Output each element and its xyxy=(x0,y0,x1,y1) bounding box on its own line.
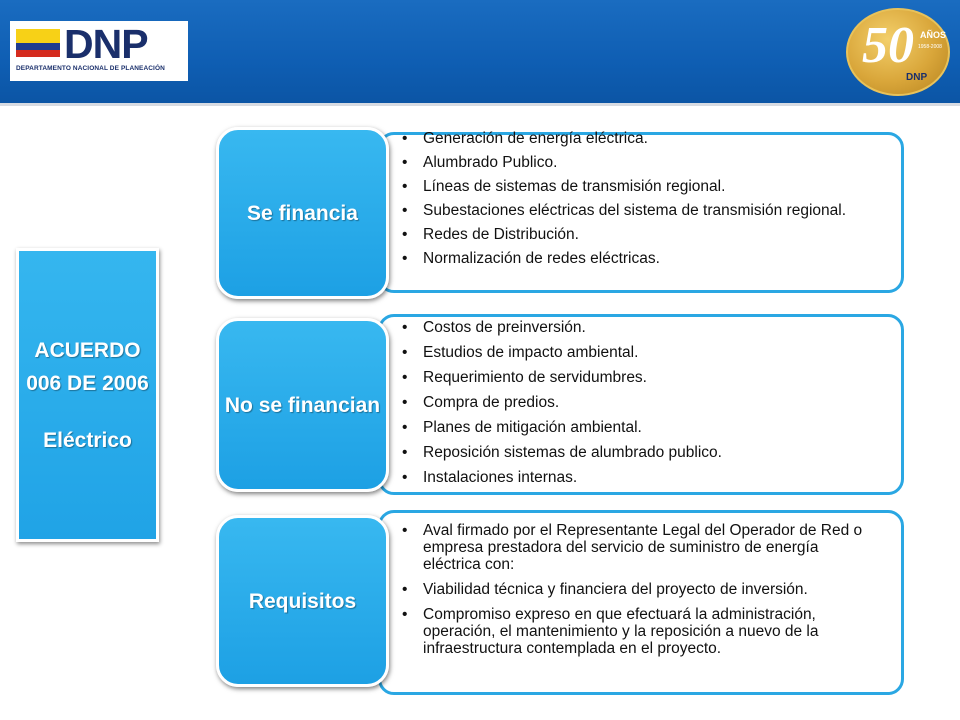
colombia-flag-icon xyxy=(16,29,60,57)
anniversary-years: 1958-2008 xyxy=(918,44,942,50)
tab-se-financia xyxy=(216,127,389,299)
agreement-line-2: 006 DE 2006 xyxy=(26,371,149,395)
tab-requisitos xyxy=(216,515,389,687)
tab-label: No se financian xyxy=(224,393,381,417)
list-item: • Reposición sistemas de alumbrado publico. xyxy=(400,444,880,461)
list-item: • Líneas de sistemas de transmisión regional. xyxy=(400,178,880,195)
agreement-box xyxy=(16,248,159,542)
list-item: • Aval firmado por el Representante Legal del Operador de Red o empresa prestadora del servicio de suministro de energía eléctrica con: xyxy=(400,522,878,573)
anniversary-seal xyxy=(846,8,950,96)
list-item: • Subestaciones eléctricas del sistema de transmisión regional. xyxy=(400,202,880,219)
list-item: • Compromiso expreso en que efectuará la administración, operación, el mantenimiento y la reposición a nuevo de la infraestructura contemplada en el proyecto. xyxy=(400,606,878,657)
list-item: • Planes de mitigación ambiental. xyxy=(400,419,880,436)
logo-subtitle: DEPARTAMENTO NACIONAL DE PLANEACIÓN xyxy=(16,65,165,72)
list-item: • Instalaciones internas. xyxy=(400,469,880,486)
tab-label: Se financia xyxy=(247,201,358,225)
tab-no-se-financian xyxy=(216,318,389,492)
requirements-list xyxy=(400,522,878,665)
anniversary-label: AÑOS xyxy=(920,30,947,40)
financed-list xyxy=(400,130,880,274)
agreement-line-3: Eléctrico xyxy=(43,428,132,452)
list-item: • Requerimiento de servidumbres. xyxy=(400,369,880,386)
tab-label: Requisitos xyxy=(248,589,357,613)
agreement-line-1: ACUERDO xyxy=(34,338,141,362)
list-item: • Generación de energía eléctrica. xyxy=(400,130,880,147)
dnp-logo xyxy=(10,21,188,81)
list-item: • Viabilidad técnica y financiera del proyecto de inversión. xyxy=(400,581,878,598)
list-item: • Normalización de redes eléctricas. xyxy=(400,250,880,267)
list-item: • Costos de preinversión. xyxy=(400,319,880,336)
logo-text: DNP xyxy=(64,21,148,67)
anniversary-brand: DNP xyxy=(906,72,928,83)
list-item: • Redes de Distribución. xyxy=(400,226,880,243)
header-divider xyxy=(0,103,960,106)
list-item: • Estudios de impacto ambiental. xyxy=(400,344,880,361)
header-bar xyxy=(0,0,960,103)
anniversary-number: 50 xyxy=(862,17,914,74)
not-financed-list xyxy=(400,319,880,494)
list-item: • Compra de predios. xyxy=(400,394,880,411)
list-item: • Alumbrado Publico. xyxy=(400,154,880,171)
